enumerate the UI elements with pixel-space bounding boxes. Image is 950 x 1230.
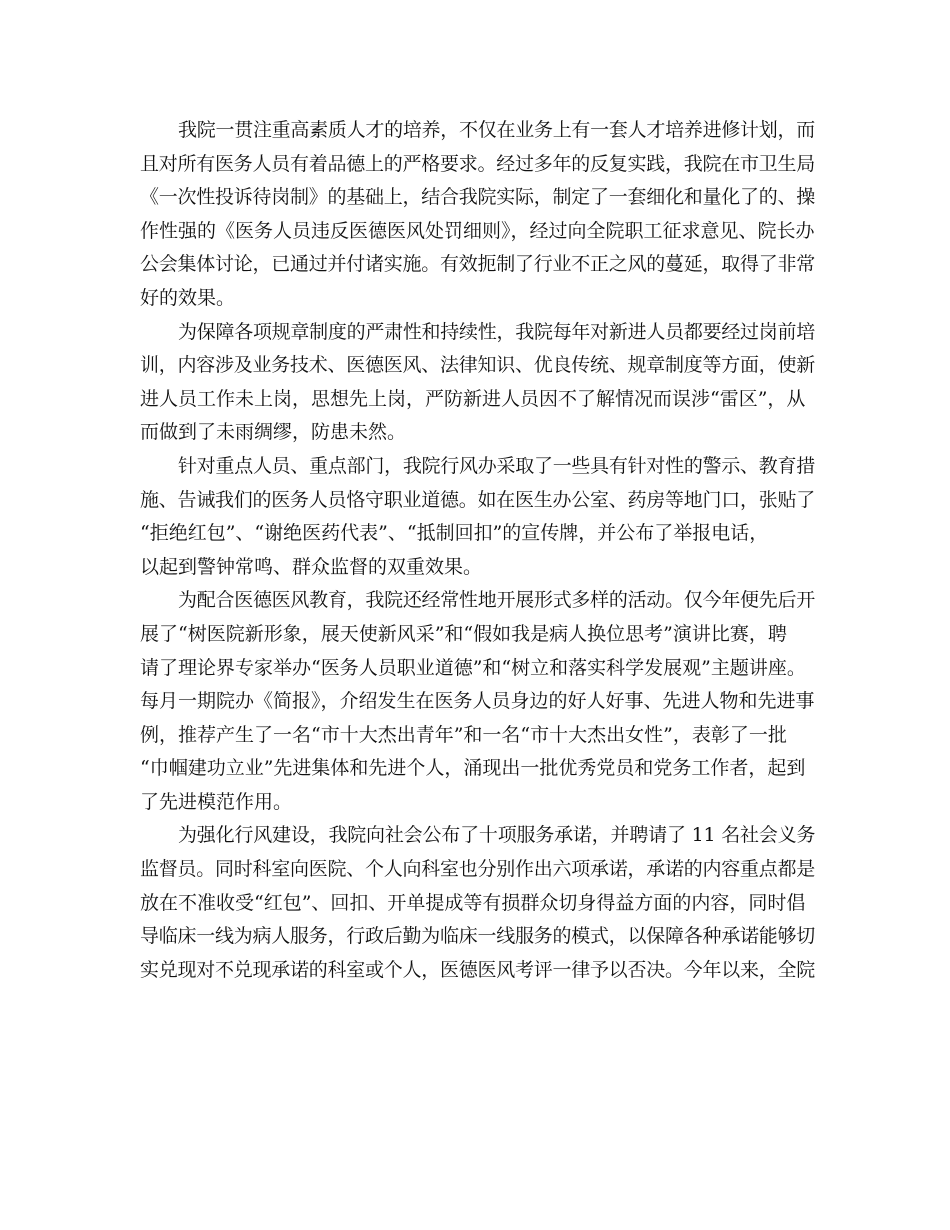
text-line: 训，内容涉及业务技术、医德医风、法律知识、优良传统、规章制度等方面，使新 [140, 354, 816, 377]
text-line: 施、告诫我们的医务人员恪守职业道德。如在医生办公室、药房等地门口，张贴了 [140, 488, 816, 511]
text-line: 为强化行风建设，我院向社会公布了十项服务承诺，并聘请了 11 名社会义务 [178, 824, 816, 847]
text-line: 展了“树医院新形象，展天使新风采”和“假如我是病人换位思考”演讲比赛，聘 [140, 622, 787, 645]
paragraph-talent-training [140, 114, 815, 316]
text-line: 公会集体讨论，已通过并付诸实施。有效扼制了行业不正之风的蔓延，取得了非常 [140, 253, 816, 276]
text-line: 监督员。同时科室向医院、个人向科室也分别作出六项承诺，承诺的内容重点都是 [140, 858, 816, 881]
text-line: “巾帼建功立业”先进集体和先进个人，涌现出一批优秀党员和党务工作者，起到 [140, 757, 806, 780]
text-line: 而做到了未雨绸缪，防患未然。 [140, 421, 407, 444]
text-line: 了先进模范作用。 [140, 790, 293, 813]
text-line: 进人员工作未上岗，思想先上岗，严防新进人员因不了解情况而误涉“雷区”，从 [140, 387, 806, 410]
text-line: 以起到警钟常鸣、群众监督的双重效果。 [140, 555, 483, 578]
text-line: “拒绝红包”、“谢绝医药代表”、“抵制回扣”的宣传牌，并公布了举报电话， [140, 522, 769, 545]
text-line: 好的效果。 [140, 286, 236, 309]
document-body [140, 114, 815, 987]
text-line: 且对所有医务人员有着品德上的严格要求。经过多年的反复实践，我院在市卫生局 [140, 152, 816, 175]
text-line: 作性强的《医务人员违反医德医风处罚细则》，经过向全院职工征求意见、院长办 [140, 219, 815, 242]
text-line: 为保障各项规章制度的严肃性和持续性，我院每年对新进人员都要经过岗前培 [178, 320, 815, 343]
text-line: 《一次性投诉待岗制》的基础上，结合我院实际，制定了一套细化和量化了的、操 [140, 186, 816, 209]
text-line: 针对重点人员、重点部门，我院行风办采取了一些具有针对性的警示、教育措 [178, 454, 815, 477]
text-line: 例，推荐产生了一名“市十大杰出青年”和一名“市十大杰出女性”，表彰了一批 [140, 723, 787, 746]
text-line: 每月一期院办《简报》，介绍发生在医务人员身边的好人好事、先进人物和先进事 [140, 690, 815, 713]
text-line: 请了理论界专家举办“医务人员职业道德”和“树立和落实科学发展观”主题讲座。 [140, 656, 806, 679]
paragraph-pre-job-training [140, 316, 815, 450]
paragraph-service-commitments [140, 819, 815, 987]
text-line: 实兑现对不兑现承诺的科室或个人，医德医风考评一律予以否决。今年以来，全院 [140, 958, 816, 981]
text-line: 导临床一线为病人服务，行政后勤为临床一线服务的模式，以保障各种承诺能够切 [140, 925, 816, 948]
text-line: 放在不准收受“红包”、回扣、开单提成等有损群众切身得益方面的内容，同时倡 [140, 891, 806, 914]
paragraph-warning-education [140, 450, 815, 584]
text-line: 为配合医德医风教育，我院还经常性地开展形式多样的活动。仅今年便先后开 [178, 589, 815, 612]
paragraph-ethics-activities [140, 584, 815, 819]
text-line: 我院一贯注重高素质人才的培养，不仅在业务上有一套人才培养进修计划，而 [178, 119, 815, 141]
